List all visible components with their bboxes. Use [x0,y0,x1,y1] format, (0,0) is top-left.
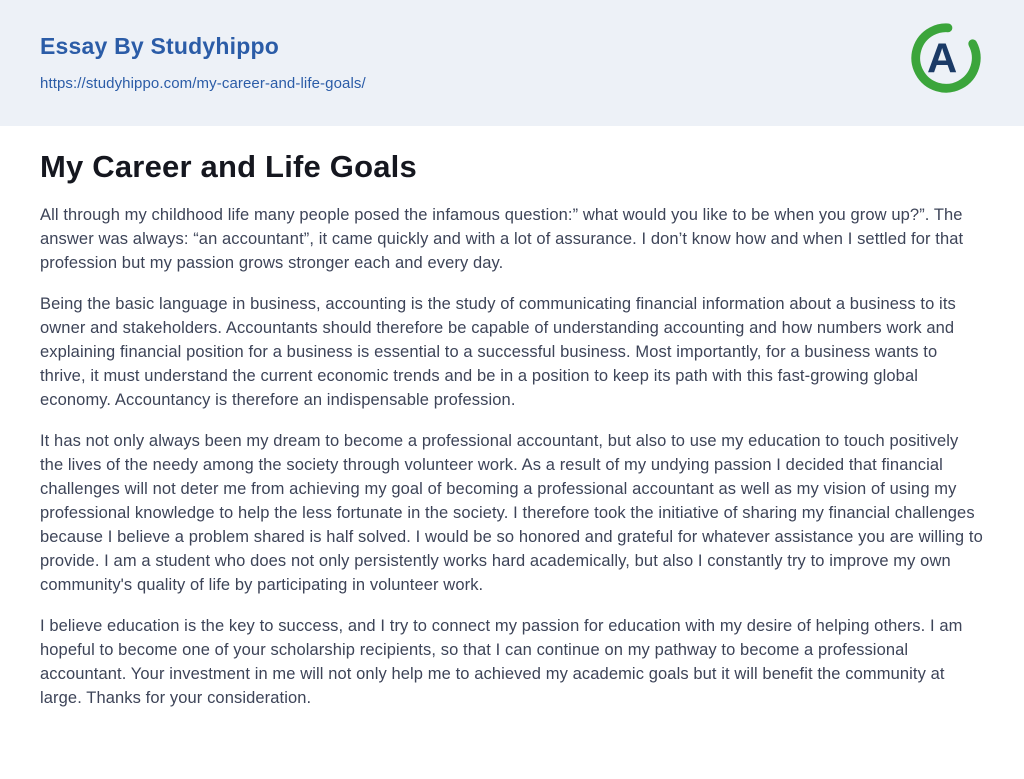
article-paragraph-4: I believe education is the key to success, and I try to connect my passion for education with my desire of helping others. I am hopeful to become one of your scholarship recipients, so that I can continue on my pathway to become a professional accountant. Your investment in me will not only help me to achieved my academic goals but it will benefit the community at large. Thanks for your consideration. [40,617,963,708]
page-url-text: https://studyhippo.com/my-career-and-life-goals/ [40,75,366,93]
logo-ring-icon [907,19,985,97]
site-title: Essay By Studyhippo [40,33,279,59]
article-paragraph-1: All through my childhood life many people posed the infamous question:” what would you like to be when you grow up?”. The answer was always: “an accountant”, it came quickly and with a lot of assurance. I don’t know how and when I settled for that profession but my passion grows stronger each and every day. [40,206,964,273]
studyhippo-logo [907,19,985,97]
article-paragraph-2: Being the basic language in business, accounting is the study of communicating financial information about a business to its owner and stakeholders. Accountants should therefore be capable of understanding accounting and how numbers work and explaining financial position for a business is essential to a successful business. Most importantly, for a business wants to thrive, it must understand the current economic trends and be in a position to keep its path with this fast-growing global economy. Accountancy is therefore an indispensable profession. [40,295,956,410]
article-title: My Career and Life Goals [40,149,417,184]
page-url-link[interactable] [40,75,366,92]
page-header [0,0,1024,126]
article-body [0,126,1024,710]
logo-letter: A [926,34,958,82]
article-paragraph-3: It has not only always been my dream to become a professional accountant, but also to use my education to touch positively the lives of the needy among the society through volunteer work. As a result of my undying passion I decided that financial challenges will not deter me from achieving my goal of becoming a professional accountant as well as my vision of using my professional knowledge to help the less fortunate in the society. I therefore took the initiative of sharing my financial challenges because I believe a problem shared is half solved. I would be so honored and grateful for whatever assistance you are willing to provide. I am a student who does not only persistently works hard academically, but also I constantly try to improve my own community's quality of life by participating in volunteer work. [40,432,983,595]
